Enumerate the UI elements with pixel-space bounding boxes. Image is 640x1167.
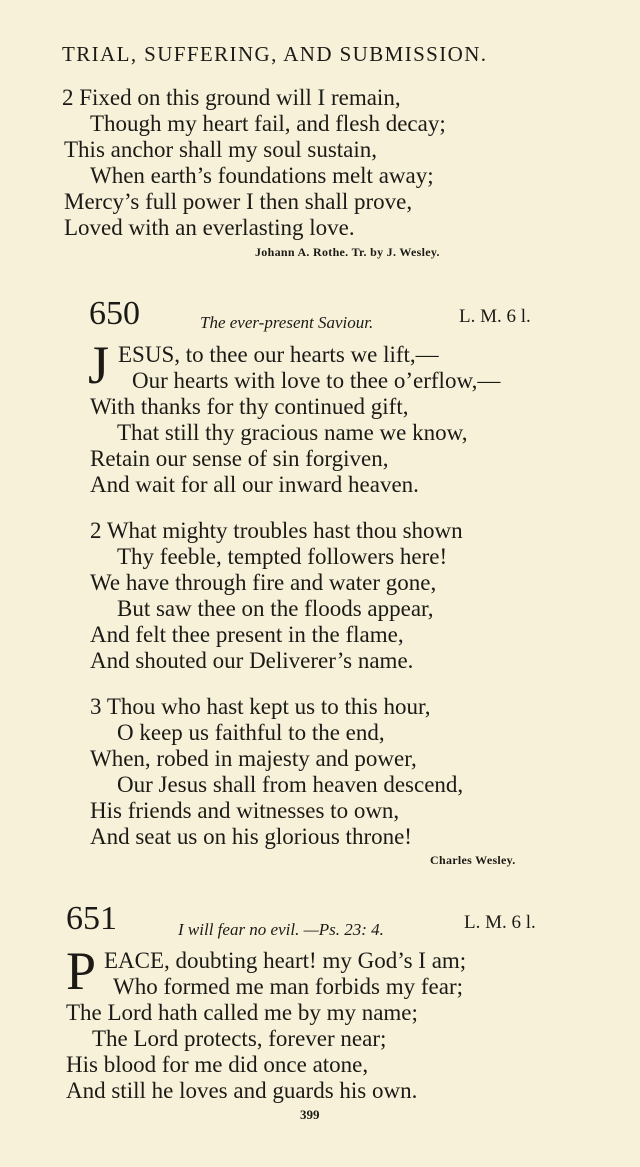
verse-line: And wait for all our inward heaven. xyxy=(90,472,419,497)
verse-line: This anchor shall my soul sustain, xyxy=(64,137,378,162)
verse-line: 3 Thou who hast kept us to this hour, xyxy=(90,694,431,719)
verse-line: 2 Fixed on this ground will I remain, xyxy=(62,85,401,110)
verse-line: EACE, doubting heart! my God’s I am; xyxy=(104,948,467,973)
verse-line: Our hearts with love to thee o’erflow,— xyxy=(132,368,501,393)
drop-cap: P xyxy=(66,941,97,1001)
verse-line: We have through fire and water gone, xyxy=(90,570,437,595)
verse-line: The Lord hath called me by my name; xyxy=(66,1000,418,1025)
verse-line: And shouted our Deliverer’s name. xyxy=(90,648,414,673)
running-header: TRIAL, SUFFERING, AND SUBMISSION. xyxy=(62,42,488,66)
page-number: 399 xyxy=(300,1107,320,1122)
verse-line: Our Jesus shall from heaven descend, xyxy=(117,772,464,797)
hymn-title: The ever-present Saviour. xyxy=(200,313,374,332)
verse-line: And felt thee present in the flame, xyxy=(90,622,404,647)
verse-line: 2 What mighty troubles hast thou shown xyxy=(90,518,463,543)
verse-line: When earth’s foundations melt away; xyxy=(90,163,434,188)
hymn-meter: L. M. 6 l. xyxy=(459,306,531,327)
verse-line: Who formed me man forbids my fear; xyxy=(113,974,463,999)
verse-line: His friends and witnesses to own, xyxy=(90,798,400,823)
verse-line: O keep us faithful to the end, xyxy=(117,720,385,745)
hymn-title: I will fear no evil. —Ps. 23: 4. xyxy=(178,920,384,939)
verse-line: And still he loves and guards his own. xyxy=(66,1078,418,1103)
hymn-meter: L. M. 6 l. xyxy=(464,912,536,933)
verse-line: Loved with an everlasting love. xyxy=(64,215,355,240)
hymn-number: 650 xyxy=(89,295,140,332)
author-attribution: Charles Wesley. xyxy=(430,853,516,867)
hymn-number: 651 xyxy=(66,900,117,937)
verse-line: Mercy’s full power I then shall prove, xyxy=(64,189,413,214)
verse-line: Retain our sense of sin forgiven, xyxy=(90,446,389,471)
verse-line: Thy feeble, tempted followers here! xyxy=(117,544,448,569)
verse-line: When, robed in majesty and power, xyxy=(90,746,417,771)
verse-line: ESUS, to thee our hearts we lift,— xyxy=(118,342,439,367)
verse-line: His blood for me did once atone, xyxy=(66,1052,369,1077)
verse-line: With thanks for thy continued gift, xyxy=(90,394,409,419)
author-attribution: Johann A. Rothe. Tr. by J. Wesley. xyxy=(255,245,440,259)
verse-line: But saw thee on the floods appear, xyxy=(117,596,434,621)
verse-line: Though my heart fail, and flesh decay; xyxy=(90,111,446,136)
drop-cap: J xyxy=(88,335,110,395)
verse-line: And seat us on his glorious throne! xyxy=(90,824,412,849)
verse-line: The Lord protects, forever near; xyxy=(92,1026,387,1051)
verse-line: That still thy gracious name we know, xyxy=(117,420,468,445)
